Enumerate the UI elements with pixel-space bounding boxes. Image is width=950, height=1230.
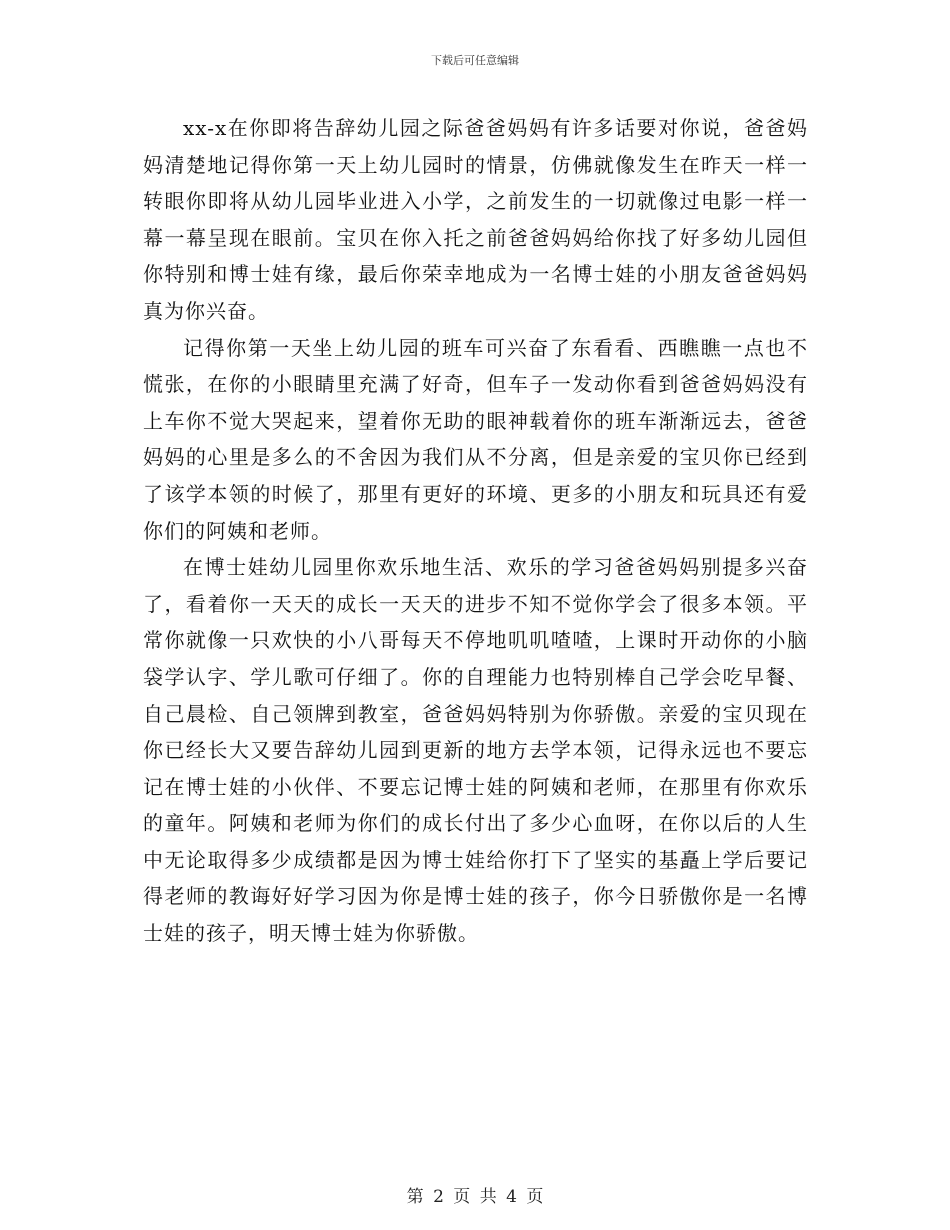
- current-page-number: 2: [433, 1187, 444, 1207]
- document-body: [143, 110, 808, 952]
- page-footer: [0, 1182, 950, 1207]
- footer-total-label: 共: [479, 1187, 497, 1207]
- footer-page-label: 页: [453, 1187, 471, 1207]
- total-pages-number: 4: [506, 1187, 517, 1207]
- paragraph-1: xx-x在你即将告辞幼儿园之际爸爸妈妈有许多话要对你说，爸爸妈妈清楚地记得你第一天上幼儿园时的情景，仿佛就像发生在昨天一样一转眼你即将从幼儿园毕业进入小学，之前发生的一切就像过电影一样一幕一幕呈现在眼前。宝贝在你入托之前爸爸妈妈给你找了好多幼儿园但你特别和博士娃有缘，最后你荣幸地成为一名博士娃的小朋友爸爸妈妈真为你兴奋。: [143, 116, 808, 323]
- page-header: 下载后可任意编辑: [431, 54, 519, 67]
- paragraph-3: 在博士娃幼儿园里你欢乐地生活、欢乐的学习爸爸妈妈别提多兴奋了，看着你一天天的成长一天天的进步不知不觉你学会了很多本领。平常你就像一只欢快的小八哥每天不停地叽叽喳喳，上课时开动你的小脑袋学认字、学儿歌可仔细了。你的自理能力也特别棒自己学会吃早餐、自己晨检、自己领牌到教室，爸爸妈妈特别为你骄傲。亲爱的宝贝现在你已经长大又要告辞幼儿园到更新的地方去学本领，记得永远也不要忘记在博士娃的小伙伴、不要忘记博士娃的阿姨和老师，在那里有你欢乐的童年。阿姨和老师为你们的成长付出了多少心血呀，在你以后的人生中无论取得多少成绩都是因为博士娃给你打下了坚实的基矗上学后要记得老师的教诲好好学习因为你是博士娃的孩子，你今日骄傲你是一名博士娃的孩子，明天博士娃为你骄傲。: [143, 555, 808, 946]
- footer-page-end-label: 页: [526, 1187, 544, 1207]
- footer-prefix: 第: [406, 1187, 424, 1207]
- paragraph-2: 记得你第一天坐上幼儿园的班车可兴奋了东看看、西瞧瞧一点也不慌张，在你的小眼睛里充满了好奇，但车子一发动你看到爸爸妈妈没有上车你不觉大哭起来，望着你无助的眼神载着你的班车渐渐远去，爸爸妈妈的心里是多么的不舍因为我们从不分离，但是亲爱的宝贝你已经到了该学本领的时候了，那里有更好的环境、更多的小朋友和玩具还有爱你们的阿姨和老师。: [143, 335, 808, 543]
